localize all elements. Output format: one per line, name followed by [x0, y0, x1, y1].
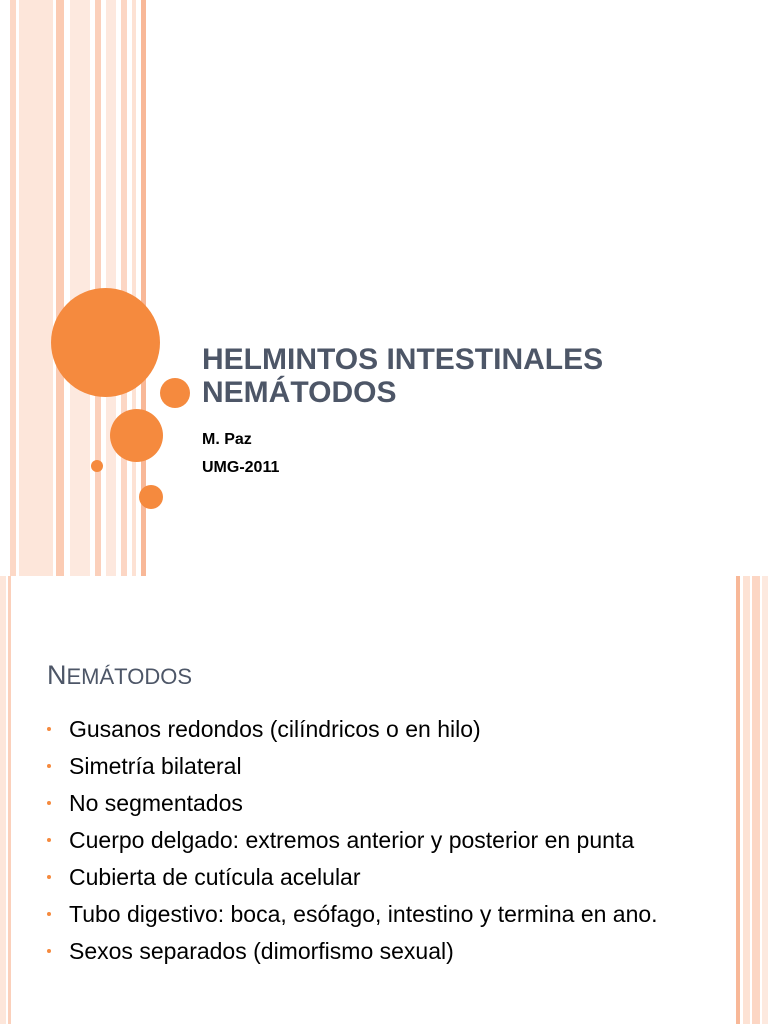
slide-title: [47, 658, 192, 694]
decor-stripe: [736, 576, 740, 1024]
list-item: [47, 827, 667, 854]
list-item-text: Tubo digestivo: boca, esófago, intestino y termina en ano.: [69, 901, 658, 927]
author-name: M. Paz: [202, 431, 252, 448]
list-item-text: Gusanos redondos (cilíndricos o en hilo): [69, 716, 481, 742]
decor-stripe: [70, 0, 90, 576]
list-item-text: No segmentados: [69, 790, 243, 816]
decor-circle-small: [139, 485, 163, 509]
list-item: [47, 716, 667, 743]
list-item-text: Simetría bilateral: [69, 753, 242, 779]
title-initial: N: [47, 660, 67, 690]
bullet-dot-icon: [47, 764, 51, 768]
list-item-text: Cubierta de cutícula acelular: [69, 864, 361, 890]
bullet-dot-icon: [47, 875, 51, 879]
institution-year: UMG-2011: [202, 459, 280, 476]
bullet-dot-icon: [47, 801, 51, 805]
decor-stripe: [121, 0, 127, 576]
decor-stripe: [762, 576, 768, 1024]
list-item: [47, 864, 667, 891]
decor-stripe: [743, 576, 750, 1024]
bullet-dot-icon: [47, 838, 51, 842]
content-slide: [0, 576, 768, 1024]
bullet-dot-icon: [47, 912, 51, 916]
decor-circle-tiny: [91, 460, 103, 472]
slide-title-line2: NEMÁTODOS: [202, 376, 397, 409]
list-item: [47, 938, 667, 965]
list-item-text: Cuerpo delgado: extremos anterior y posterior en punta: [69, 827, 635, 853]
decor-stripe: [10, 0, 16, 576]
decor-stripe: [132, 0, 136, 576]
bullet-dot-icon: [47, 727, 51, 731]
decor-stripe: [56, 0, 64, 576]
list-item: [47, 901, 667, 928]
list-item: [47, 790, 667, 817]
bullet-dot-icon: [47, 949, 51, 953]
slide-title-line1: HELMINTOS INTESTINALES: [202, 343, 604, 376]
slide-title: [202, 343, 603, 409]
decor-stripe: [0, 576, 6, 1024]
decor-stripe: [8, 576, 11, 1024]
list-item: [47, 753, 667, 780]
decor-stripe: [752, 576, 760, 1024]
list-item-text: Sexos separados (dimorfismo sexual): [69, 938, 454, 964]
decor-stripe: [19, 0, 53, 576]
title-rest: EMÁTODOS: [66, 664, 193, 689]
decor-circle-small: [160, 378, 190, 408]
decor-circle-medium: [110, 409, 163, 462]
decor-circle-large: [51, 288, 160, 397]
bullet-list: [47, 716, 667, 975]
slide-subtitle: [202, 426, 279, 482]
